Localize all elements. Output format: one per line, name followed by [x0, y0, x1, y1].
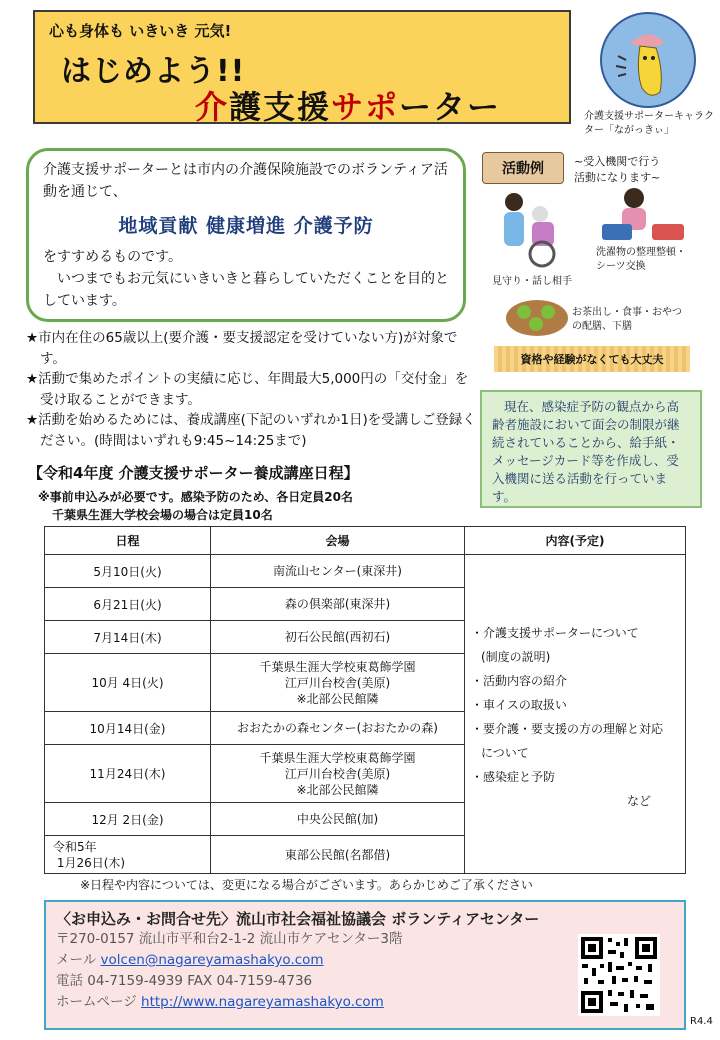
headline-start: はじめよう!!	[61, 54, 246, 89]
schedule-venue: 千葉県生涯大学校東葛飾学園 江戸川台校舎(美原) ※北部公民館隣	[211, 654, 465, 712]
content-item: など	[626, 794, 651, 808]
tagline: 心も身体も いきいき 元気!	[49, 22, 232, 40]
headline-part: ーター	[399, 88, 502, 126]
content-item: ・要介護・要支援の方の理解と対応	[471, 722, 664, 736]
content-item: ・活動内容の紹介	[471, 674, 568, 688]
schedule-venue: 東部公民館(名都借)	[211, 836, 465, 874]
schedule-date: 10月 4日(火)	[45, 654, 211, 712]
schedule-note: 千葉県生涯大学校会場の場合は定員10名	[52, 508, 273, 522]
schedule-venue: 中央公民館(加)	[211, 803, 465, 836]
mail-label: メール	[56, 952, 101, 968]
column-header: 日程	[45, 527, 211, 555]
schedule-date: 12月 2日(金)	[45, 803, 211, 836]
schedule-date: 6月21日(火)	[45, 588, 211, 621]
activity-tag: 活動例	[482, 152, 564, 184]
contact-phone: 電話 04-7159-4939 FAX 04-7159-4736	[56, 973, 313, 989]
email-link[interactable]: volcen@nagareyamashakyo.com	[100, 952, 324, 968]
mascot-caption: 介護支援サポーターキャラクター「ながっきぃ」	[584, 111, 714, 136]
schedule-date: 10月14日(金)	[45, 712, 211, 745]
caregiver-wheelchair-illustration	[492, 188, 572, 270]
contact-title: 〈お申込み・お問合せ先〉流山市社会福祉協議会 ボランティアセンター	[56, 910, 540, 928]
content-item: ・車イスの取扱い	[471, 698, 567, 712]
intro-keywords: 地域貢献 健康増進 介護予防	[118, 215, 374, 237]
covid-notice: 現在、感染症予防の観点から高齢者施設において面会の制限が継続されていることから、給手紙・メッセージカード等を作成し、受入機関に送る活動を行っています。	[480, 390, 702, 508]
intro-line: 介護支援サポーターとは市内の介護保険施設でのボランティア活動を通じて、	[43, 162, 448, 200]
intro-line: いつまでもお元気にいきいきと暮らしていただくことを目的としています。	[43, 271, 449, 309]
qr-code-icon	[578, 934, 660, 1016]
schedule-venue: おおたかの森センター(おおたかの森)	[211, 712, 465, 745]
headline-part: サポ	[331, 88, 400, 126]
intro-box	[26, 148, 466, 322]
no-experience-banner: 資格や経験がなくても大丈夫	[494, 346, 690, 372]
schedule-venue: 南流山センター(東深井)	[211, 555, 465, 588]
activity-caption: 洗濯物の整理整頓・ シーツ交換	[596, 247, 686, 272]
activity-note: ~受入機関で行う 活動になります~	[574, 155, 661, 184]
content-item: (制度の説明)	[481, 650, 551, 664]
schedule-date: 5月10日(火)	[45, 555, 211, 588]
list-item: ★活動で集めたポイントの実績に応じ、年間最大5,000円の「交付金」を受け取ることができます。	[26, 371, 469, 408]
content-item: ・介護支援サポーターについて	[471, 626, 639, 640]
schedule-date: 11月24日(木)	[45, 745, 211, 803]
content-item: について	[481, 746, 529, 760]
list-item: ★市内在住の65歳以上(要介護・要支援認定を受けていない方)が対象です。	[26, 330, 458, 367]
table-row	[45, 555, 686, 588]
homepage-link[interactable]: http://www.nagareyamashakyo.com	[141, 994, 384, 1010]
contact-address: 〒270-0157 流山市平和台2-1-2 流山市ケアセンター3階	[56, 931, 403, 947]
column-header: 会場	[211, 527, 465, 555]
tea-tray-illustration	[504, 292, 570, 338]
headline-title	[195, 82, 501, 128]
mascot-logo	[600, 12, 696, 108]
schedule-note: ※事前申込みが必要です。感染予防のため、各日定員20名	[38, 490, 353, 504]
schedule-venue: 千葉県生涯大学校東葛飾学園 江戸川台校舎(美原) ※北部公民館隣	[211, 745, 465, 803]
schedule-title: 【令和4年度 介護支援サポーター養成講座日程】	[28, 464, 359, 482]
eligibility-list	[26, 328, 476, 451]
headline-part: 介	[195, 88, 230, 126]
schedule-date: 令和5年 1月26日(木)	[45, 836, 211, 874]
course-contents	[465, 555, 686, 874]
header-banner	[33, 10, 571, 124]
intro-line: をすすめるものです。	[43, 249, 183, 265]
headline-part: 護支援	[229, 88, 332, 126]
schedule-date: 7月14日(木)	[45, 621, 211, 654]
laundry-illustration	[598, 184, 694, 246]
column-header: 内容(予定)	[465, 527, 686, 555]
qr-code[interactable]	[578, 934, 660, 1016]
activity-caption: お茶出し・食事・おやつ の配膳、下膳	[572, 307, 682, 332]
schedule-venue: 森の倶楽部(東深井)	[211, 588, 465, 621]
schedule-footnote: ※日程や内容については、変更になる場合がございます。あらかじめご了承ください	[80, 878, 533, 892]
schedule-venue: 初石公民館(西初石)	[211, 621, 465, 654]
list-item: ★活動を始めるためには、養成講座(下記のいずれか1日)を受講しご登録ください。(時間はいずれも9:45~14:25まで)	[26, 412, 476, 449]
version-label: R4.4	[690, 1016, 713, 1027]
activity-caption: 見守り・話し相手	[492, 276, 572, 287]
content-item: ・感染症と予防	[471, 770, 556, 784]
schedule-table	[44, 526, 686, 874]
mascot-icon	[600, 12, 696, 108]
hp-label: ホームページ	[56, 994, 142, 1010]
